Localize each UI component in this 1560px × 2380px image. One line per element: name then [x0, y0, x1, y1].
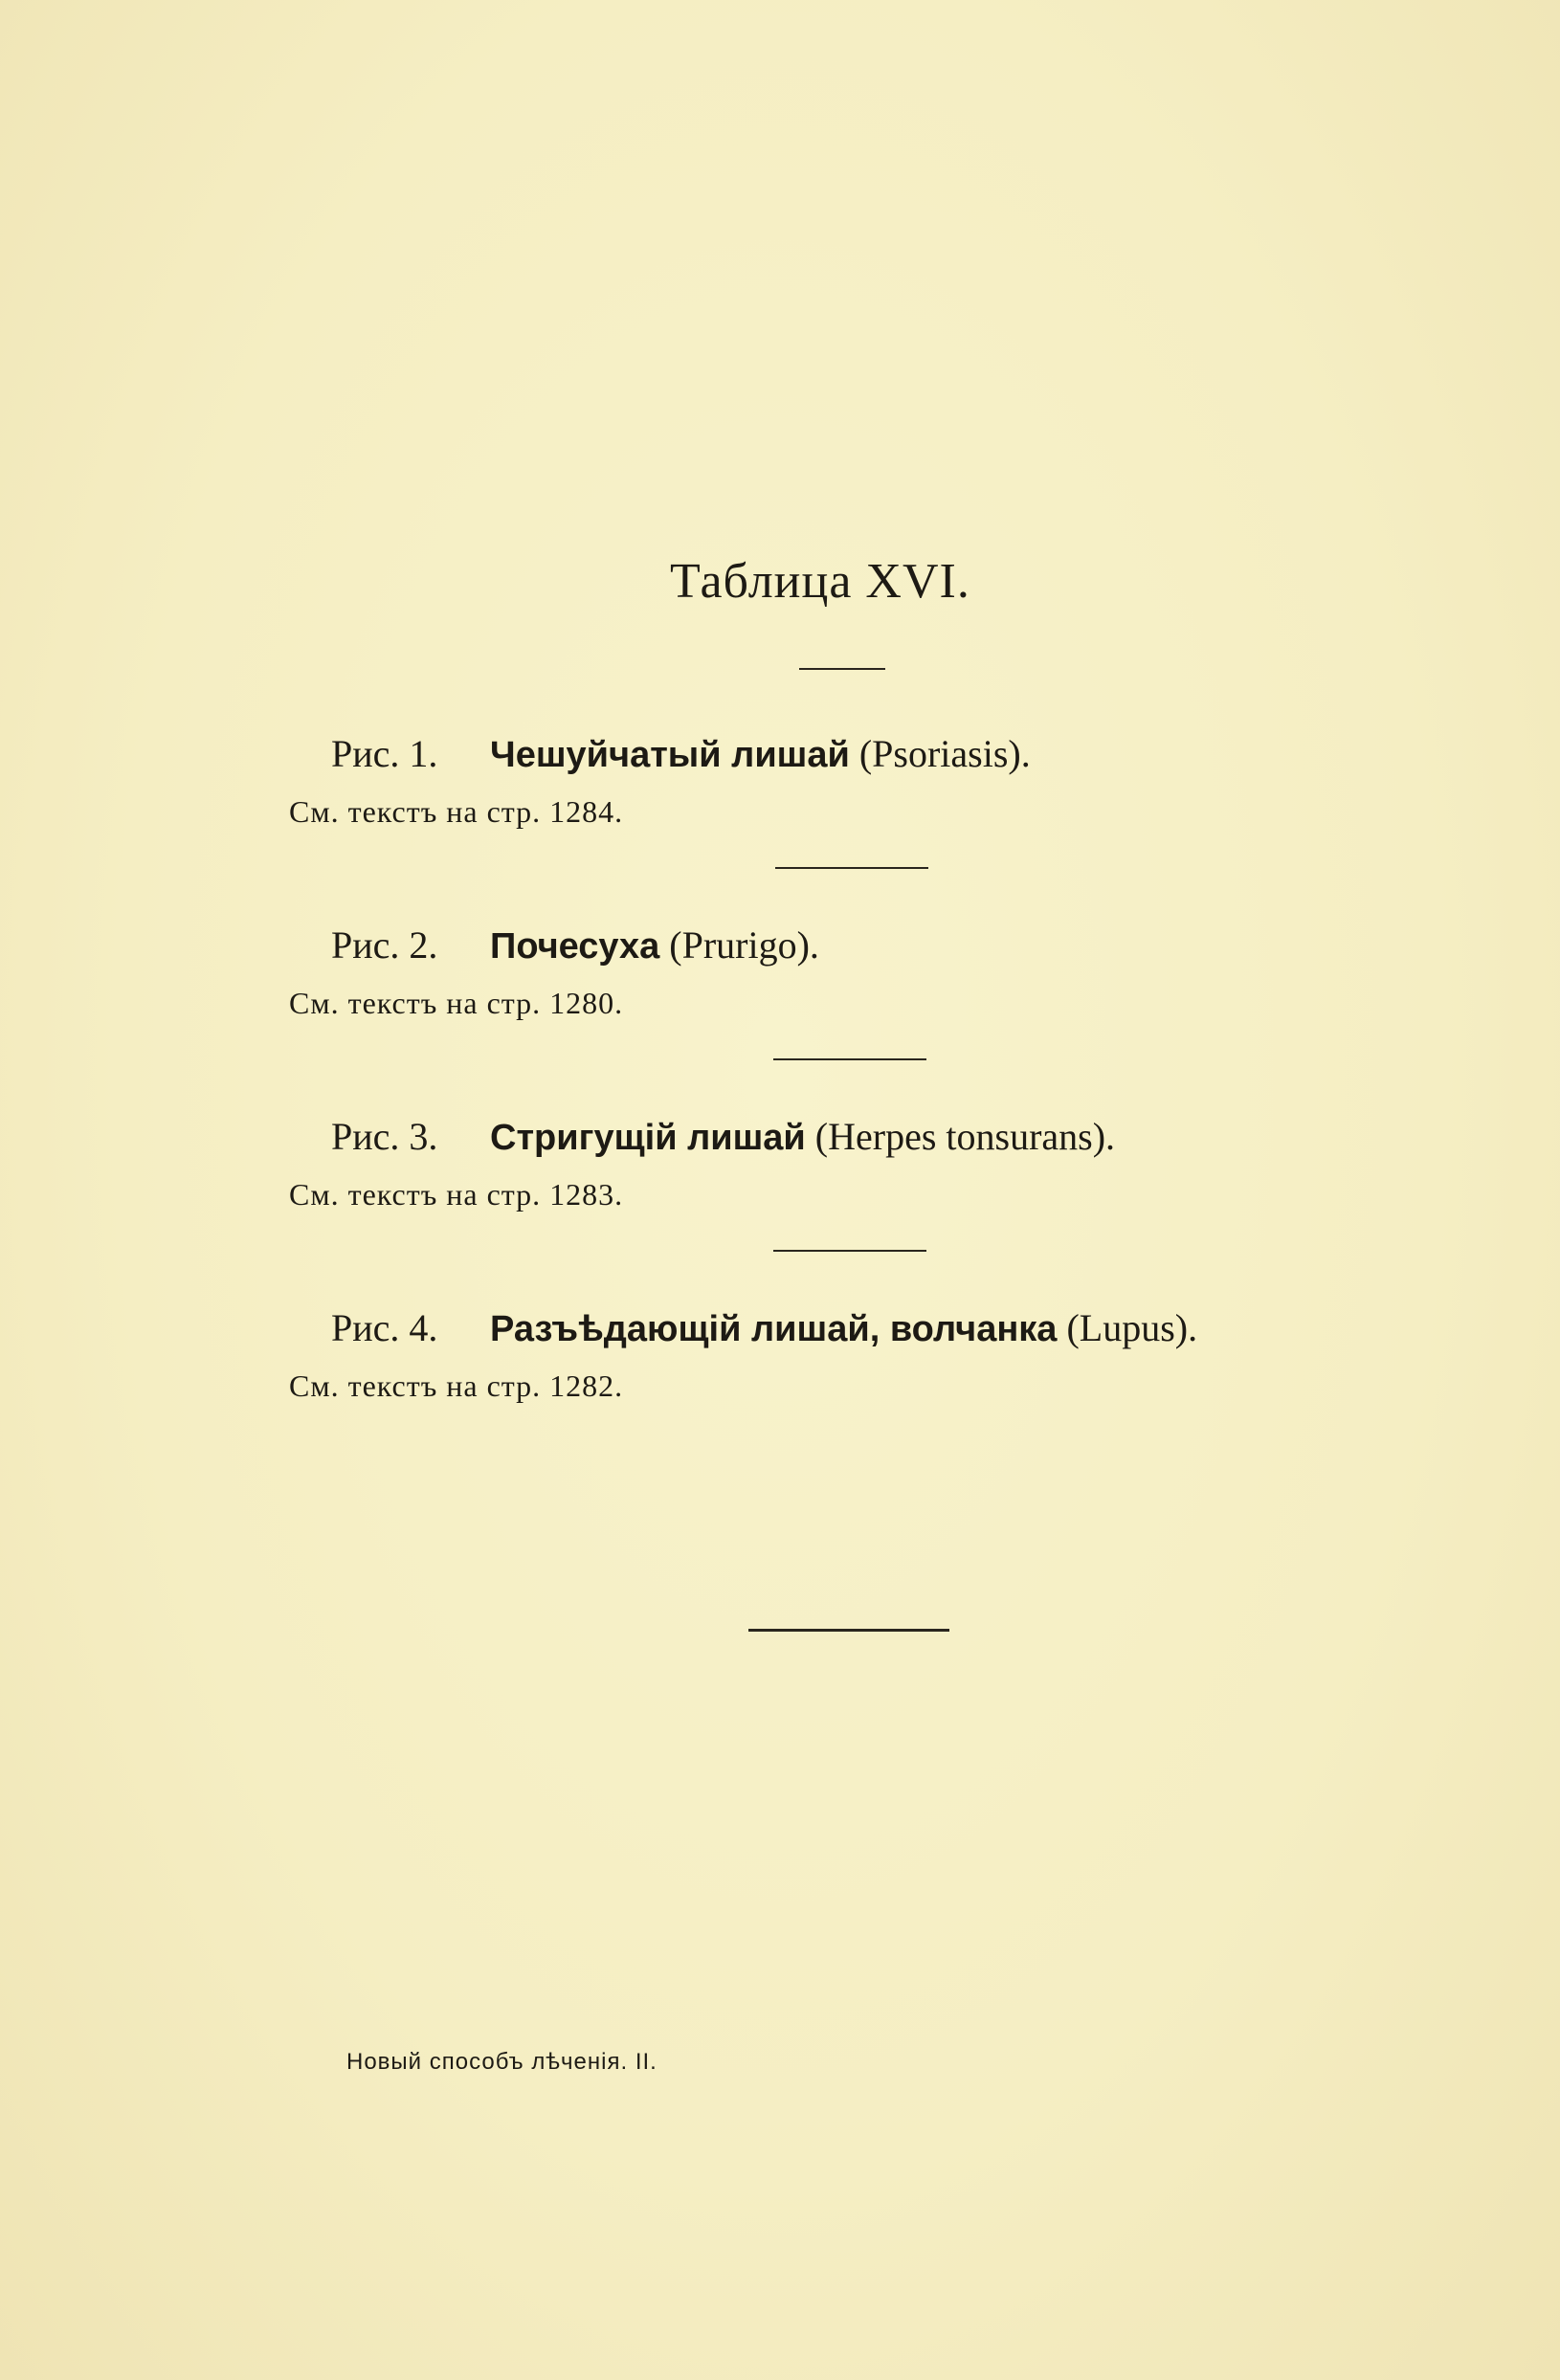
figure-1-reference: См. текстъ на стр. 1284. [289, 794, 624, 829]
figure-3-latin: (Herpes tonsurans). [814, 1115, 1116, 1158]
figure-1-caption [331, 732, 1031, 775]
figure-4-caption [331, 1306, 1198, 1349]
figure-2-latin: (Prurigo). [669, 923, 819, 967]
footer-signature: Новый способъ лѣченія. II. [346, 2049, 657, 2075]
figure-4-reference: См. текстъ на стр. 1282. [289, 1368, 624, 1403]
page-title: Таблица XVI. [670, 554, 970, 609]
figure-3-divider [773, 1250, 926, 1252]
figure-2-name: Почесуха [490, 926, 660, 967]
figure-2-label: Рис. 2. [331, 923, 438, 967]
figure-3-label: Рис. 3. [331, 1115, 438, 1158]
figure-4-latin: (Lupus). [1066, 1306, 1198, 1349]
figure-3-reference: См. текстъ на стр. 1283. [289, 1177, 624, 1212]
figure-2-caption [331, 923, 819, 967]
figure-1-name: Чешуйчатый лишай [490, 735, 850, 775]
figure-2-reference: См. текстъ на стр. 1280. [289, 986, 624, 1020]
figure-3-name: Стригущій лишай [490, 1118, 806, 1158]
figure-1-divider [775, 867, 928, 869]
figure-2-divider [773, 1058, 926, 1060]
figure-3-caption [331, 1115, 1116, 1158]
figure-1-latin: (Psoriasis). [858, 732, 1031, 775]
figure-4-name: Разъѣдающій лишай, волчанка [490, 1309, 1058, 1349]
closing-divider [748, 1629, 949, 1632]
figure-1-label: Рис. 1. [331, 732, 438, 775]
figure-4-label: Рис. 4. [331, 1306, 438, 1349]
title-divider [799, 668, 885, 670]
